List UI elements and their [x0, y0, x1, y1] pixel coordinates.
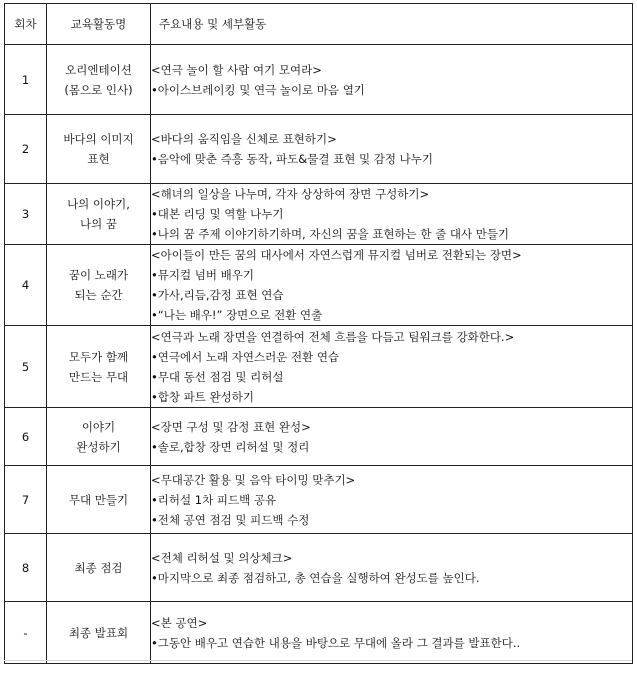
content-cell — [151, 326, 633, 408]
session-cell: 5 — [5, 326, 47, 408]
activity-cell — [47, 326, 151, 408]
content-bullet: •음악에 맞춘 즉흥 동작, 파도&물결 표현 및 감정 나누기 — [151, 152, 433, 166]
activity-cell — [47, 466, 151, 534]
header-session: 회차 — [5, 4, 47, 45]
activity-line: 최종 점검 — [74, 560, 123, 575]
header-content: 주요내용 및 세부활동 — [151, 4, 633, 45]
content-bullet: •전체 공연 점검 및 피드백 수정 — [151, 512, 310, 527]
activity-line: 꿈이 노래가 — [68, 268, 129, 282]
activity-cell — [47, 115, 151, 184]
content-heading: <연극 놀이 할 사람 여기 모여라> — [151, 62, 322, 77]
activity-line: 표현 — [87, 152, 110, 166]
content-heading: <해녀의 일상을 나누며, 각자 상상하여 장면 구성하기> — [151, 187, 430, 201]
table-row — [5, 326, 633, 408]
activity-line: 나의 꿈 — [80, 217, 117, 231]
activity-line: 나의 이야기, — [67, 197, 130, 211]
content-cell — [151, 245, 633, 326]
activity-line: 되는 순간 — [74, 288, 123, 302]
table-row — [5, 45, 633, 115]
content-bullet: •솔로,합창 장면 리허설 및 정리 — [151, 439, 310, 454]
activity-cell — [47, 408, 151, 466]
activity-line: (몸으로 인사) — [64, 82, 133, 97]
activity-cell — [47, 602, 151, 664]
activity-line: 최종 발표회 — [68, 625, 129, 640]
content-bullet: •연극에서 노래 자연스러운 전환 연습 — [151, 349, 340, 364]
content-cell — [151, 115, 633, 184]
content-heading: <연극과 노래 장면을 연결하여 전체 흐름을 다듬고 팀워크를 강화한다.> — [151, 329, 515, 344]
content-cell — [151, 602, 633, 664]
content-bullet: •그동안 배우고 연습한 내용을 바탕으로 무대에 올라 그 결과를 발표한다.. — [151, 635, 521, 650]
divider — [4, 660, 632, 661]
activity-line: 이야기 — [81, 419, 116, 434]
session-cell: 2 — [5, 115, 47, 184]
table-header-row — [5, 4, 633, 45]
content-heading: <장면 구성 및 감정 표현 완성> — [151, 419, 311, 434]
table-row — [5, 184, 633, 245]
activity-cell — [47, 245, 151, 326]
content-cell — [151, 534, 633, 602]
content-heading: <바다의 움직임을 신체로 표현하기> — [151, 132, 337, 146]
activity-cell — [47, 45, 151, 115]
content-bullet: •마지막으로 최종 점검하고, 총 연습을 실행하여 완성도를 높인다. — [151, 570, 480, 585]
activity-cell — [47, 534, 151, 602]
content-cell — [151, 184, 633, 245]
content-bullet: •“나는 배우!” 장면으로 전환 연출 — [151, 308, 323, 322]
table-row — [5, 408, 633, 466]
table-row — [5, 466, 633, 534]
activity-cell — [47, 184, 151, 245]
content-bullet: •무대 동선 점검 및 리허설 — [151, 369, 284, 384]
content-bullet: •나의 꿈 주제 이야기하기하며, 자신의 꿈을 표현하는 한 줄 대사 만들기 — [151, 227, 510, 241]
activity-line: 모두가 함께 — [68, 349, 129, 364]
session-cell: 7 — [5, 466, 47, 534]
session-cell: 3 — [5, 184, 47, 245]
content-heading: <무대공간 활용 및 음악 타이밍 맞추기> — [151, 472, 356, 487]
content-heading: <본 공연> — [151, 615, 208, 630]
content-heading: <전체 리허설 및 의상체크> — [151, 550, 293, 565]
content-cell — [151, 466, 633, 534]
activity-line: 오리엔테이션 — [65, 62, 132, 77]
activity-line: 만드는 무대 — [68, 369, 129, 384]
content-bullet: •합창 파트 완성하기 — [151, 389, 254, 404]
content-bullet: •뮤지컬 넘버 배우기 — [151, 268, 254, 282]
content-heading: <아이들이 만든 꿈의 대사에서 자연스럽게 뮤지컬 넘버로 전환되는 장면> — [151, 248, 522, 262]
activity-line: 완성하기 — [76, 439, 121, 454]
program-schedule-table — [4, 3, 633, 664]
content-cell — [151, 408, 633, 466]
content-bullet: •가사,리듬,감정 표현 연습 — [151, 288, 284, 302]
activity-line: 무대 만들기 — [68, 492, 129, 507]
table-row — [5, 115, 633, 184]
content-bullet: •대본 리딩 및 역할 나누기 — [151, 207, 284, 221]
session-cell: 1 — [5, 45, 47, 115]
table-row — [5, 602, 633, 664]
content-cell — [151, 45, 633, 115]
session-cell: 8 — [5, 534, 47, 602]
session-cell: - — [5, 602, 47, 664]
session-cell: 4 — [5, 245, 47, 326]
table-row — [5, 245, 633, 326]
header-activity: 교육활동명 — [47, 4, 151, 45]
table-row — [5, 534, 633, 602]
table-body — [5, 45, 633, 664]
content-bullet: •리허설 1차 피드백 공유 — [151, 492, 277, 507]
content-bullet: •아이스브레이킹 및 연극 놀이로 마음 열기 — [151, 82, 365, 97]
session-cell: 6 — [5, 408, 47, 466]
activity-line: 바다의 이미지 — [63, 132, 134, 146]
